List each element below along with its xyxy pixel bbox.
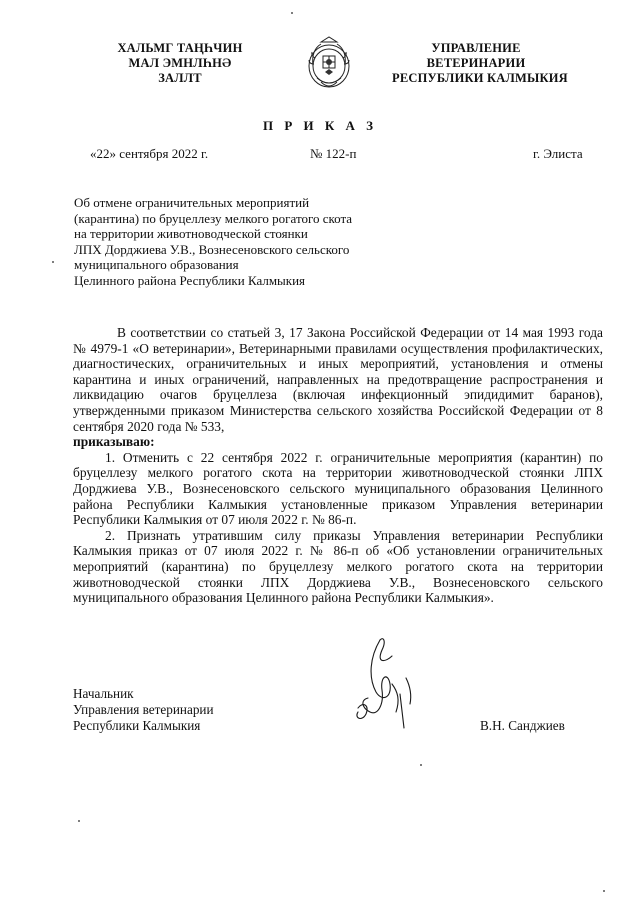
header-right-line-1: УПРАВЛЕНИЕ bbox=[431, 41, 521, 55]
order-body bbox=[73, 325, 603, 606]
order-item-2: 2. Признать утратившим силу приказы Управления ветеринарии Республики Калмыкия приказ от 07 июля 2022 г. № 86-п об «Об установлении ограничительных мероприятий (карантина) по бруцеллезу мелкого рогатого скота на территории животноводческой стоянки ЛПХ Дорджиева У.В., Вознесеновского сельского муниципального образования Целинного района Республики Калмыкия». bbox=[73, 527, 603, 606]
subject-line: Целинного района Республики Калмыкия bbox=[74, 272, 306, 288]
scan-speck bbox=[291, 12, 293, 14]
subject-line: (карантина) по бруцеллезу мелкого рогатого скота bbox=[74, 210, 353, 226]
header-right-line-3: РЕСПУБЛИКИ КАЛМЫКИЯ bbox=[392, 71, 568, 85]
order-date: «22» сентября 2022 г. bbox=[90, 146, 209, 161]
position-line: Управления ветеринарии bbox=[73, 702, 214, 717]
order-subject bbox=[74, 195, 352, 288]
body-intro bbox=[73, 325, 603, 434]
order-word-paragraph bbox=[73, 434, 603, 450]
subject-line: на территории животноводческой стоянки bbox=[74, 226, 308, 241]
subject-line: ЛПХ Дорджиева У.В., Вознесеновского сельского bbox=[74, 241, 350, 257]
handwritten-signature bbox=[340, 632, 430, 732]
header-russian-org bbox=[392, 41, 568, 86]
header-kalmyk-org bbox=[105, 41, 255, 86]
scan-speck bbox=[603, 890, 605, 892]
signatory-name: В.Н. Санджиев bbox=[480, 718, 565, 733]
coat-of-arms-emblem bbox=[303, 36, 355, 94]
order-word: приказываю: bbox=[73, 434, 155, 450]
header-left-line-1: ХАЛЬМГ ТАҢҺЧИН bbox=[117, 41, 243, 55]
subject-line: Об отмене ограничительных мероприятий bbox=[74, 195, 310, 210]
position-line: Республики Калмыкия bbox=[73, 718, 201, 733]
order-item-1: 1. Отменить с 22 сентября 2022 г. ограничительные мероприятия (карантин) по бруцеллезу мелкого рогатого скота на территории животноводческой стоянки ЛПХ Дорджиева У.В., Вознесеновского сельского муниципального образования Целинного района Республики Калмыкия установленные приказом Управления ветеринарии Республики Калмыкия от 07 июля 2022 г. № 86-п. bbox=[73, 449, 603, 528]
scan-speck bbox=[78, 820, 80, 822]
scan-speck bbox=[52, 261, 54, 263]
position-line: Начальник bbox=[73, 686, 134, 701]
intro-text: В соответствии со статьей 3, 17 Закона Российской Федерации от 14 мая 1993 года № 4979-1 «О ветеринарии», Ветеринарными правилами осуществления профилактических, диагностических, ограничительных и иных мероприятий, установления и отмены карантина и иных ограничений, направленных на предотвращение распространения и ликвидацию очагов бруцеллеза (включая инфекционный эпидидимит баранов), утвержденными приказом Министерства сельского хозяйства Российской Федерации от 8 сентября 2020 года № 533, bbox=[73, 325, 603, 434]
header-right-line-2: ВЕТЕРИНАРИИ bbox=[426, 56, 526, 70]
subject-line: муниципального образования bbox=[74, 257, 239, 272]
order-city: г. Элиста bbox=[533, 146, 583, 161]
signatory-position bbox=[73, 686, 214, 734]
header-left-line-3: ЗАЛЛТ bbox=[158, 71, 202, 85]
scan-speck bbox=[420, 764, 422, 766]
document-title: П Р И К А З bbox=[262, 118, 378, 133]
header-left-line-2: МАЛ ЭМНЛҺНӘ bbox=[128, 56, 232, 70]
order-number: № 122-п bbox=[310, 146, 357, 161]
